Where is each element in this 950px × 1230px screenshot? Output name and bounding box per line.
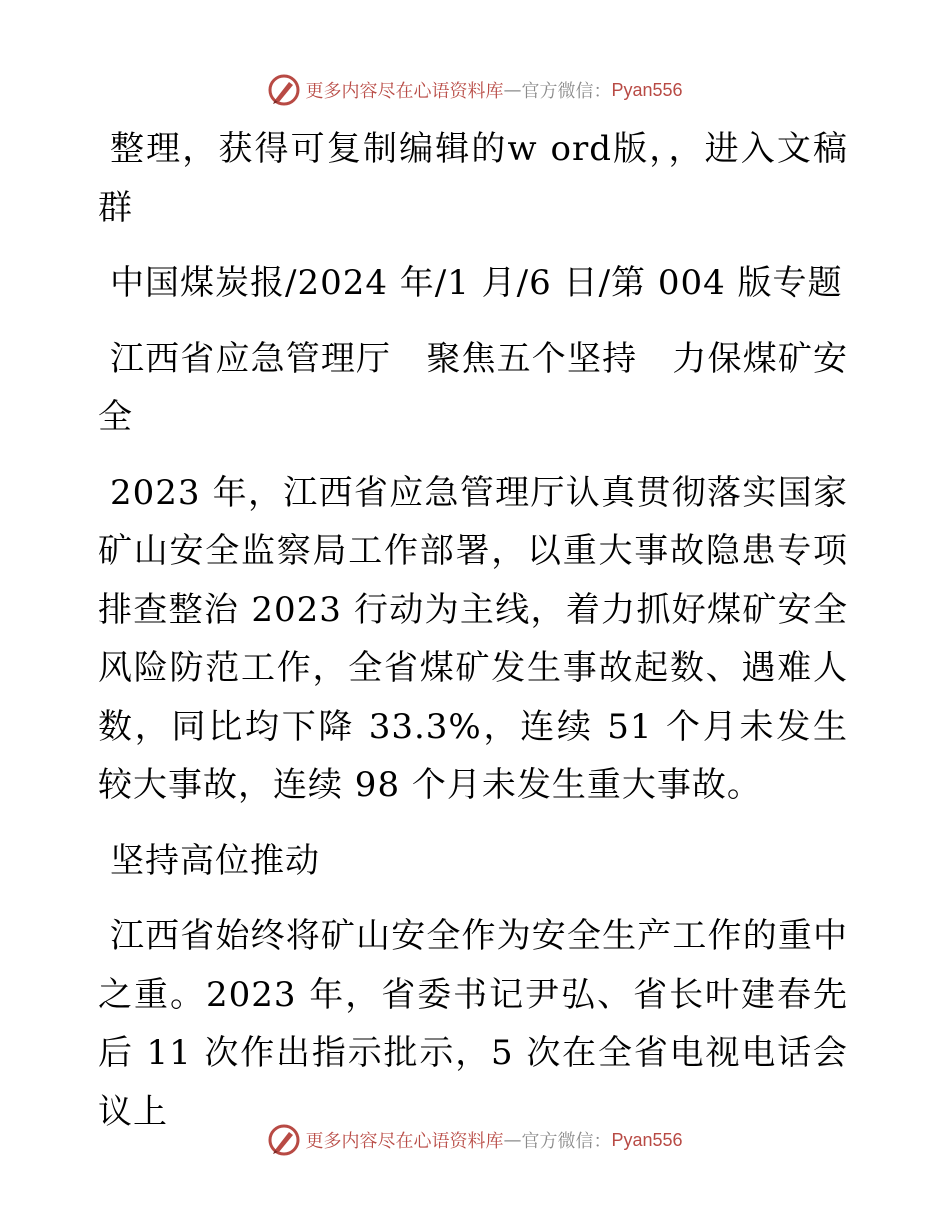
pen-logo-icon <box>267 1123 301 1157</box>
body-paragraph: 2023 年，江西省应急管理厅认真贯彻落实国家矿山安全监察局工作部署，以重大事故隐患专项排查整治 2023 行动为主线，着力抓好煤矿安全风险防范工作，全省煤矿发生事故起数、遇难人数，同比均下降 33.3%，连续 51 个月未发生较大事故，连续 98 个月未发生重大事故。 <box>98 472 848 805</box>
watermark-wechat-id: Pyan556 <box>611 79 683 100</box>
body-paragraph: 江西省始终将矿山安全作为安全生产工作的重中之重。2023 年，省委书记尹弘、省长叶建春先后 11 次作出指示批示，5 次在全省电视电话会议上 <box>98 916 848 1132</box>
footer-watermark <box>0 1120 950 1160</box>
watermark-site-text: 更多内容尽在心语资料库 <box>305 81 504 102</box>
article-title: 江西省应急管理厅 聚焦五个坚持 力保煤矿安全 <box>98 338 848 437</box>
watermark-wechat-label: 官方微信： <box>521 1131 612 1152</box>
watermark-separator: — <box>503 79 522 101</box>
document-body <box>98 120 848 1158</box>
watermark-separator: — <box>503 1129 522 1151</box>
watermark-wechat-id: Pyan556 <box>611 1129 683 1150</box>
source-line: 中国煤炭报/2024 年/1 月/6 日/第 004 版专题 <box>110 263 843 303</box>
watermark-site-text: 更多内容尽在心语资料库 <box>305 1131 504 1152</box>
header-watermark <box>0 70 950 110</box>
watermark-wechat-label: 官方微信： <box>521 81 612 102</box>
section-heading: 坚持高位推动 <box>110 840 320 881</box>
pen-logo-icon <box>267 73 301 107</box>
intro-line: 整理，获得可复制编辑的w ord版，，进入文稿群 <box>98 129 848 228</box>
